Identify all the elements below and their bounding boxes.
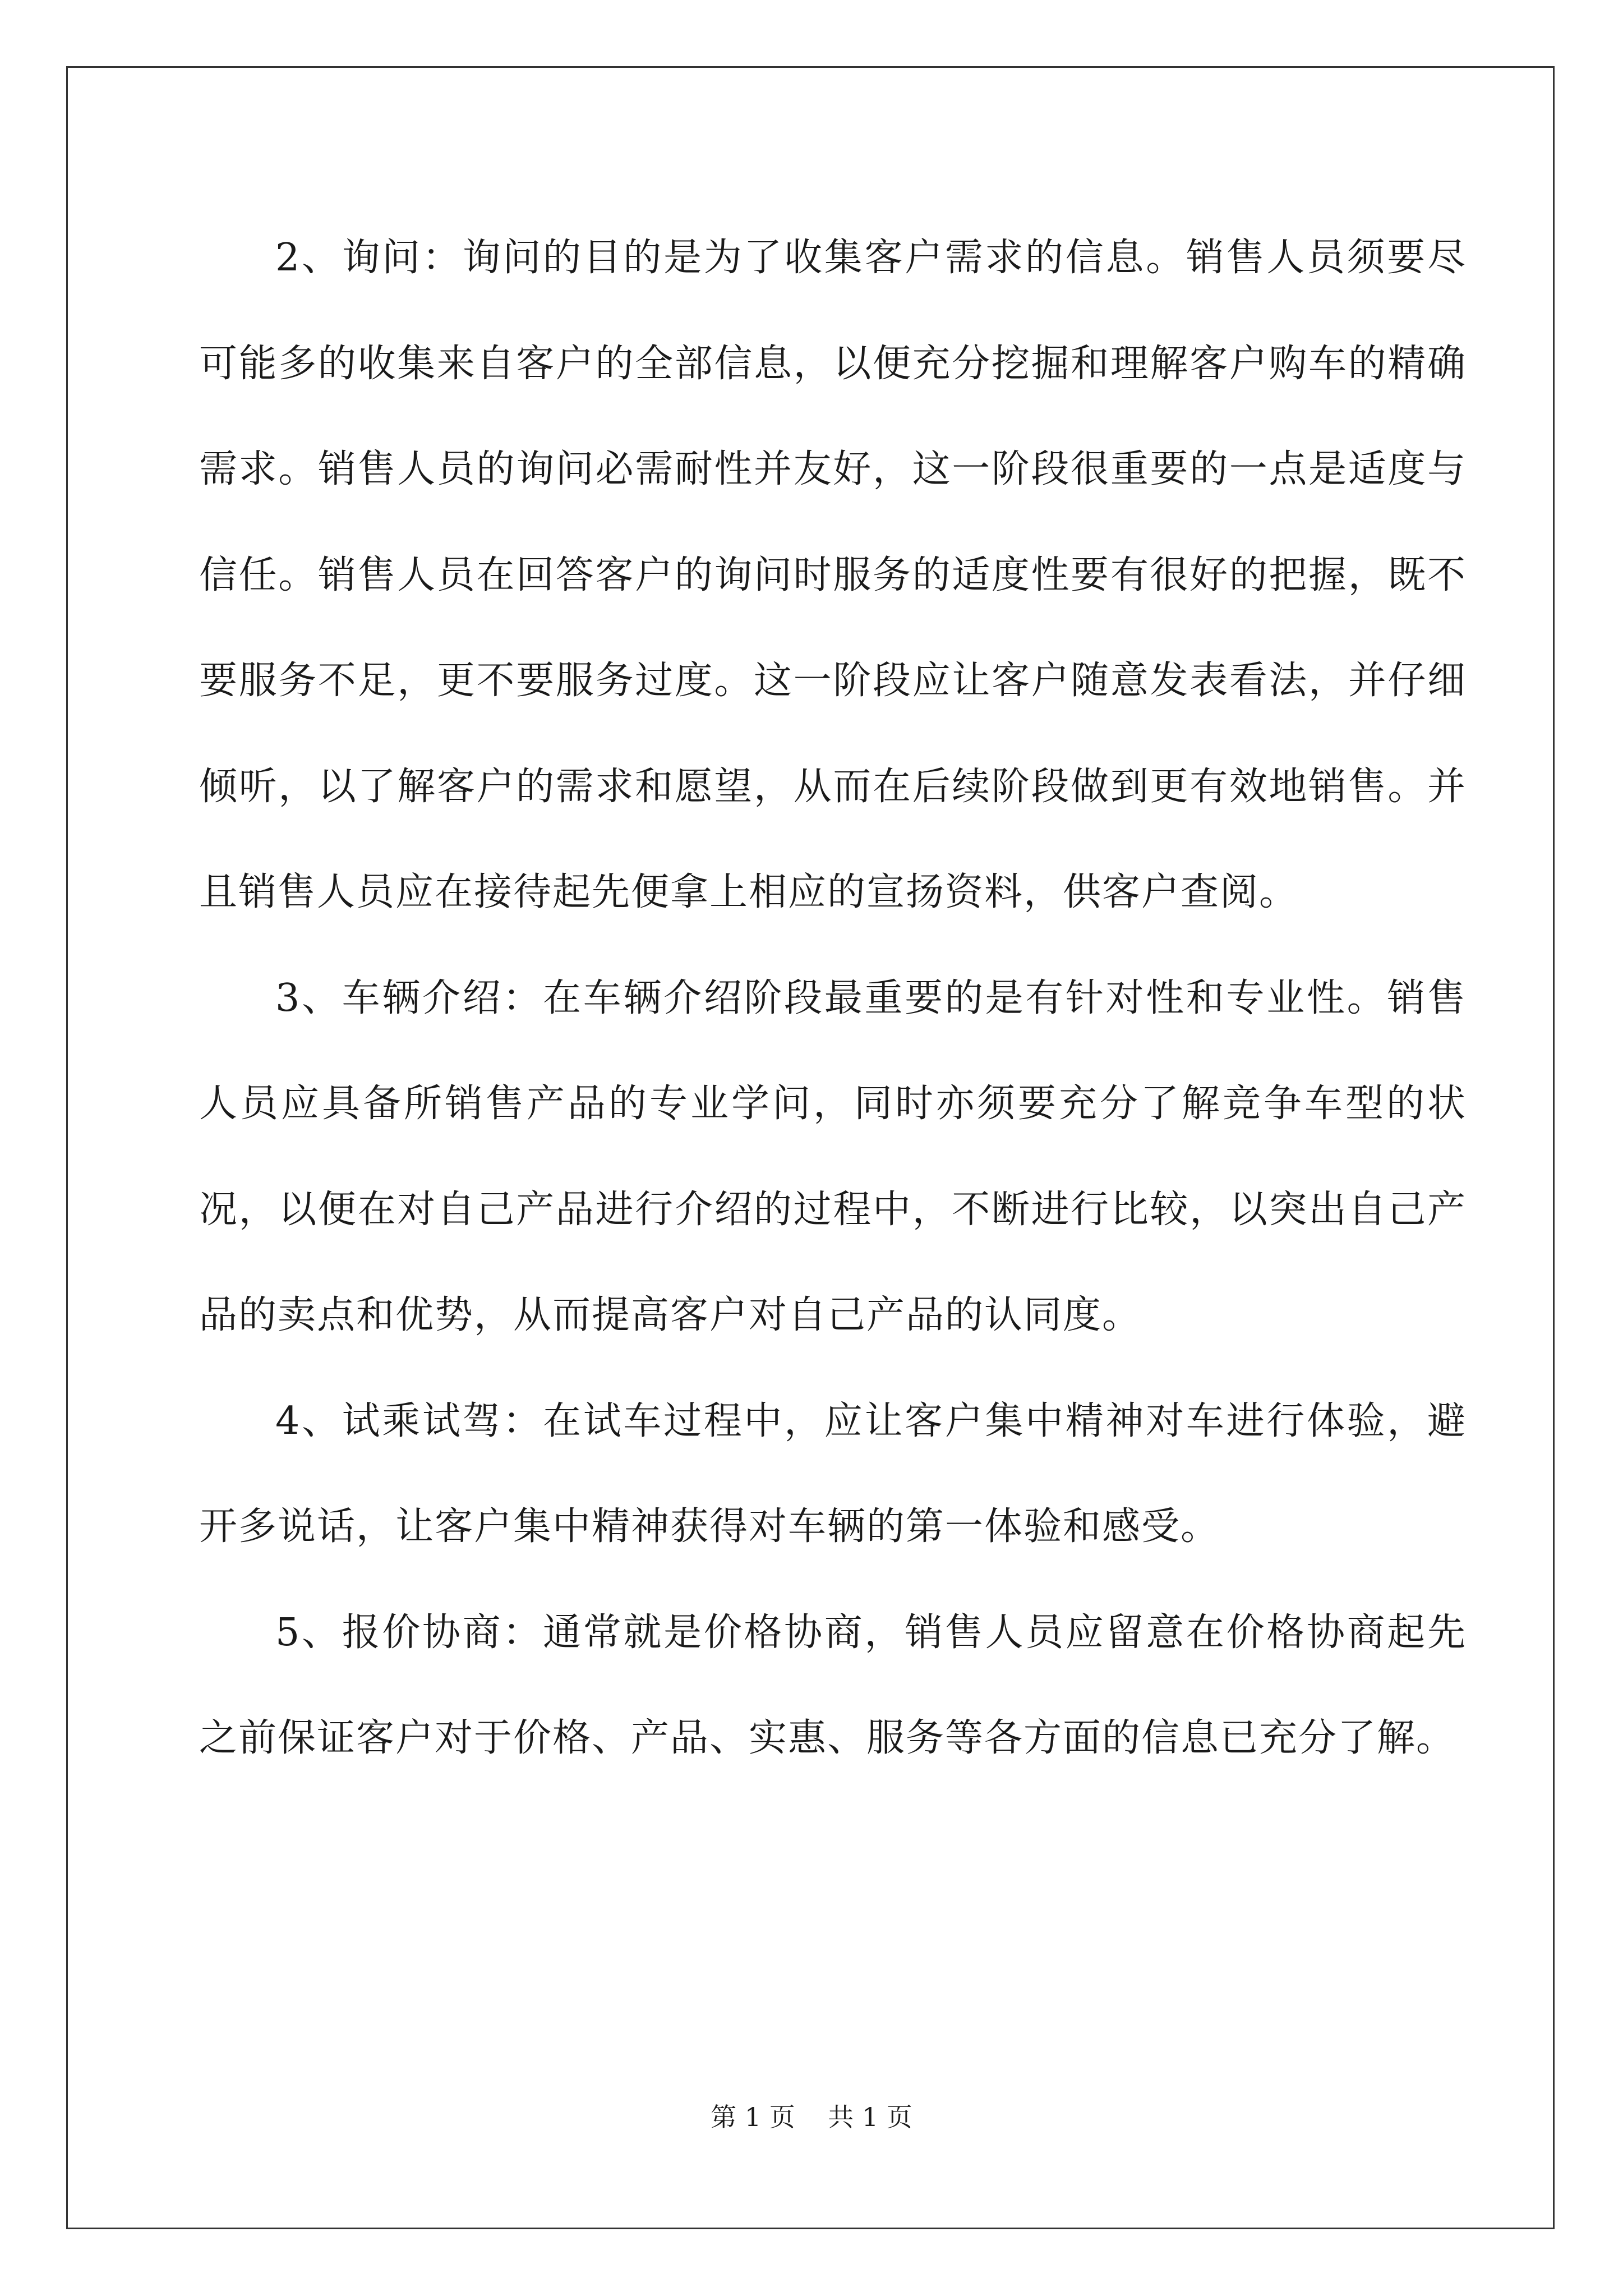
page-footer: 第 1 页 共 1 页: [711, 2102, 912, 2132]
paragraph-test-drive: 4、试乘试驾：在试车过程中，应让客户集中精神对车进行体验，避开多说话，让客户集中精神获得对车辆的第一体验和感受。: [199, 1398, 1467, 1549]
paragraph-vehicle-introduction: 3、车辆介绍：在车辆介绍阶段最重要的是有针对性和专业性。销售人员应具备所销售产品的专业学问，同时亦须要充分了解竞争车型的状况，以便在对自己产品进行介绍的过程中，不断进行比较，以突出自己产品的卖点和优势，从而提高客户对自己产品的认同度。: [199, 976, 1467, 1337]
paragraph-price-negotiation: 5、报价协商：通常就是价格协商，销售人员应留意在价格协商起先之前保证客户对于价格、产品、实惠、服务等各方面的信息已充分了解。: [199, 1610, 1467, 1760]
document-body: [199, 205, 1467, 1792]
paragraph-inquiry: 2、询问：询问的目的是为了收集客户需求的信息。销售人员须要尽可能多的收集来自客户的全部信息，以便充分挖掘和理解客户购车的精确需求。销售人员的询问必需耐性并友好，这一阶段很重要的一点是适度与信任。销售人员在回答客户的询问时服务的适度性要有很好的把握，既不要服务不足，更不要服务过度。这一阶段应让客户随意发表看法，并仔细倾听，以了解客户的需求和愿望，从而在后续阶段做到更有效地销售。并且销售人员应在接待起先便拿上相应的宣扬资料，供客户查阅。: [199, 236, 1467, 914]
